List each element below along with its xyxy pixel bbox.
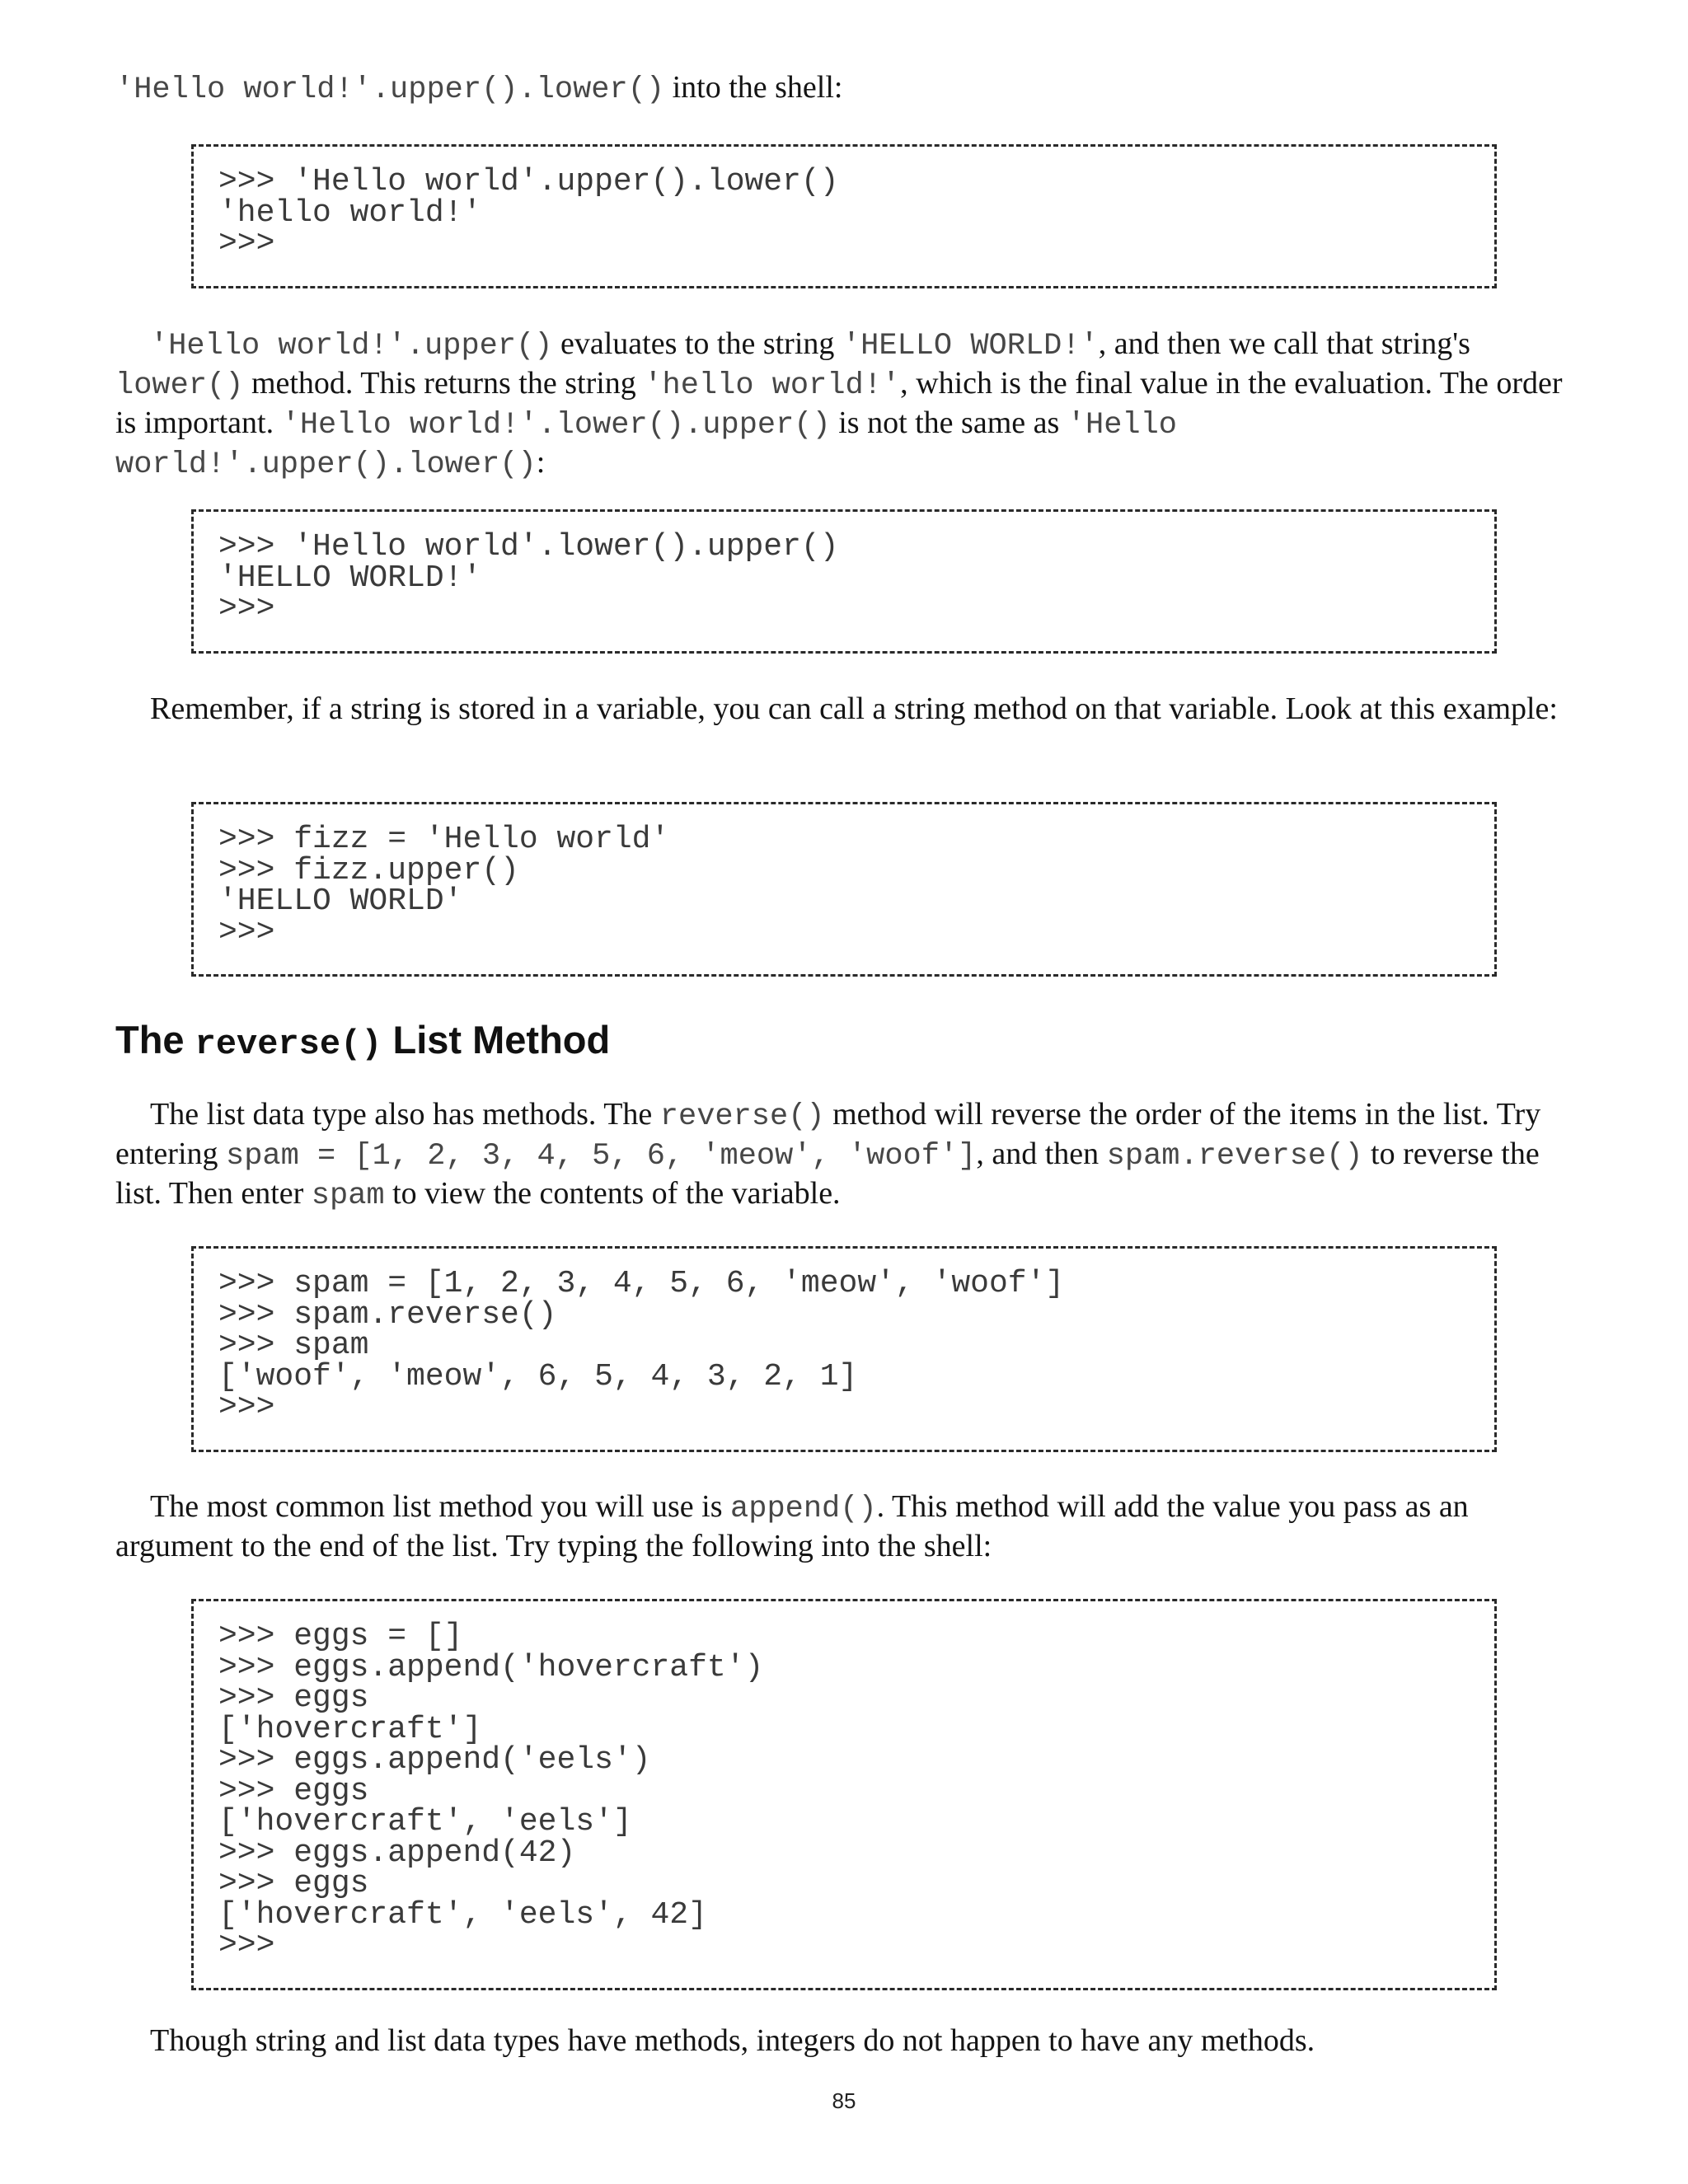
- inline-code: 'Hello world!'.upper().lower(): [115, 73, 665, 107]
- code-line: >>>: [218, 1390, 275, 1425]
- paragraph-text: into the shell:: [664, 70, 843, 105]
- code-line: >>> eggs: [218, 1773, 369, 1809]
- paragraph-integers: Though string and list data types have methods, integers do not happen to have any methods.: [150, 2023, 1315, 2058]
- paragraph-text: :: [536, 445, 546, 480]
- code-line: >>> eggs.append(42): [218, 1835, 576, 1871]
- paragraph-reverse: [115, 1096, 1574, 1215]
- code-line: >>> 'Hello world'.lower().upper(): [218, 529, 839, 565]
- inline-code: reverse(): [659, 1099, 825, 1134]
- heading-code: reverse(): [195, 1024, 382, 1064]
- page-number: 85: [832, 2088, 856, 2113]
- code-line: >>> eggs.append('eels'): [218, 1742, 651, 1778]
- inline-code: 'hello world!': [644, 368, 901, 403]
- inline-code: spam.reverse(): [1106, 1139, 1363, 1174]
- code-line: ['hovercraft']: [218, 1711, 482, 1747]
- inline-code: spam = [1, 2, 3, 4, 5, 6, 'meow', 'woof']: [226, 1139, 977, 1174]
- code-block-2: [191, 509, 1497, 654]
- code-line: >>>: [218, 1928, 275, 1963]
- paragraph-intro: [115, 69, 1574, 109]
- inline-code: 'Hello world!'.lower().upper(): [281, 408, 831, 443]
- inline-code: 'Hello world!'.upper().lower(): [115, 408, 1178, 482]
- paragraph-text: method. This returns the string: [243, 366, 645, 401]
- code-line: >>> fizz = 'Hello world': [218, 822, 670, 857]
- code-block-3: [191, 802, 1497, 977]
- paragraph-text: is not the same as: [830, 405, 1067, 440]
- paragraph-text: to view the contents of the variable.: [384, 1176, 841, 1211]
- code-line: 'HELLO WORLD': [218, 883, 463, 919]
- paragraph-text: method will reverse the order of the items in the list. Try entering: [115, 1097, 1541, 1171]
- code-line: >>> fizz.upper(): [218, 852, 519, 888]
- code-line: >>>: [218, 914, 275, 950]
- code-line: ['hovercraft', 'eels']: [218, 1804, 632, 1840]
- code-line: 'HELLO WORLD!': [218, 560, 482, 596]
- heading-text: The: [115, 1018, 195, 1062]
- inline-code: append(): [730, 1492, 877, 1526]
- code-line: >>> eggs: [218, 1866, 369, 1901]
- code-line: >>>: [218, 591, 275, 626]
- paragraph-append: [115, 1488, 1574, 1565]
- heading-text: List Method: [382, 1018, 611, 1062]
- code-line: >>> eggs.append('hovercraft'): [218, 1649, 764, 1685]
- paragraph-text: , and then: [976, 1137, 1107, 1171]
- code-line: >>> eggs: [218, 1680, 369, 1716]
- inline-code: lower(): [115, 368, 244, 403]
- paragraph-text: . This method will add the value you pass as an argument to the end of the list. Try typing the following into the shell:: [115, 1489, 1469, 1563]
- code-line: >>> spam.reverse(): [218, 1296, 557, 1333]
- section-heading: [115, 1015, 610, 1069]
- code-line: ['hovercraft', 'eels', 42]: [218, 1896, 707, 1933]
- paragraph-text: , and then we call that string's: [1098, 326, 1470, 361]
- code-block-1: [191, 144, 1497, 288]
- paragraph-order-explanation: [115, 326, 1574, 484]
- code-line: >>> spam: [218, 1328, 369, 1363]
- paragraph-text: The list data type also has methods. The: [150, 1097, 660, 1132]
- paragraph-text: evaluates to the string: [552, 326, 842, 361]
- inline-code: spam: [311, 1179, 385, 1213]
- paragraph-variable-method: Remember, if a string is stored in a variable, you can call a string method on that variable. Look at this example:: [150, 691, 1558, 726]
- paragraph-text: to reverse the list. Then enter: [115, 1137, 1540, 1211]
- code-line: 'hello world!': [218, 194, 482, 231]
- inline-code: 'Hello world!'.upper(): [150, 329, 553, 363]
- code-line: >>> eggs = []: [218, 1619, 463, 1654]
- paragraph-text: The most common list method you will use is: [150, 1489, 731, 1524]
- paragraph-text: , which is the final value in the evaluation. The order is important.: [115, 366, 1563, 440]
- code-line: ['woof', 'meow', 6, 5, 4, 3, 2, 1]: [218, 1358, 858, 1394]
- inline-code: 'HELLO WORLD!': [842, 329, 1099, 363]
- code-line: >>> 'Hello world'.upper().lower(): [218, 164, 839, 199]
- code-line: >>>: [218, 226, 275, 261]
- code-block-4: [191, 1246, 1497, 1452]
- code-block-5: [191, 1599, 1497, 1990]
- code-line: >>> spam = [1, 2, 3, 4, 5, 6, 'meow', 'woof']: [218, 1266, 1065, 1301]
